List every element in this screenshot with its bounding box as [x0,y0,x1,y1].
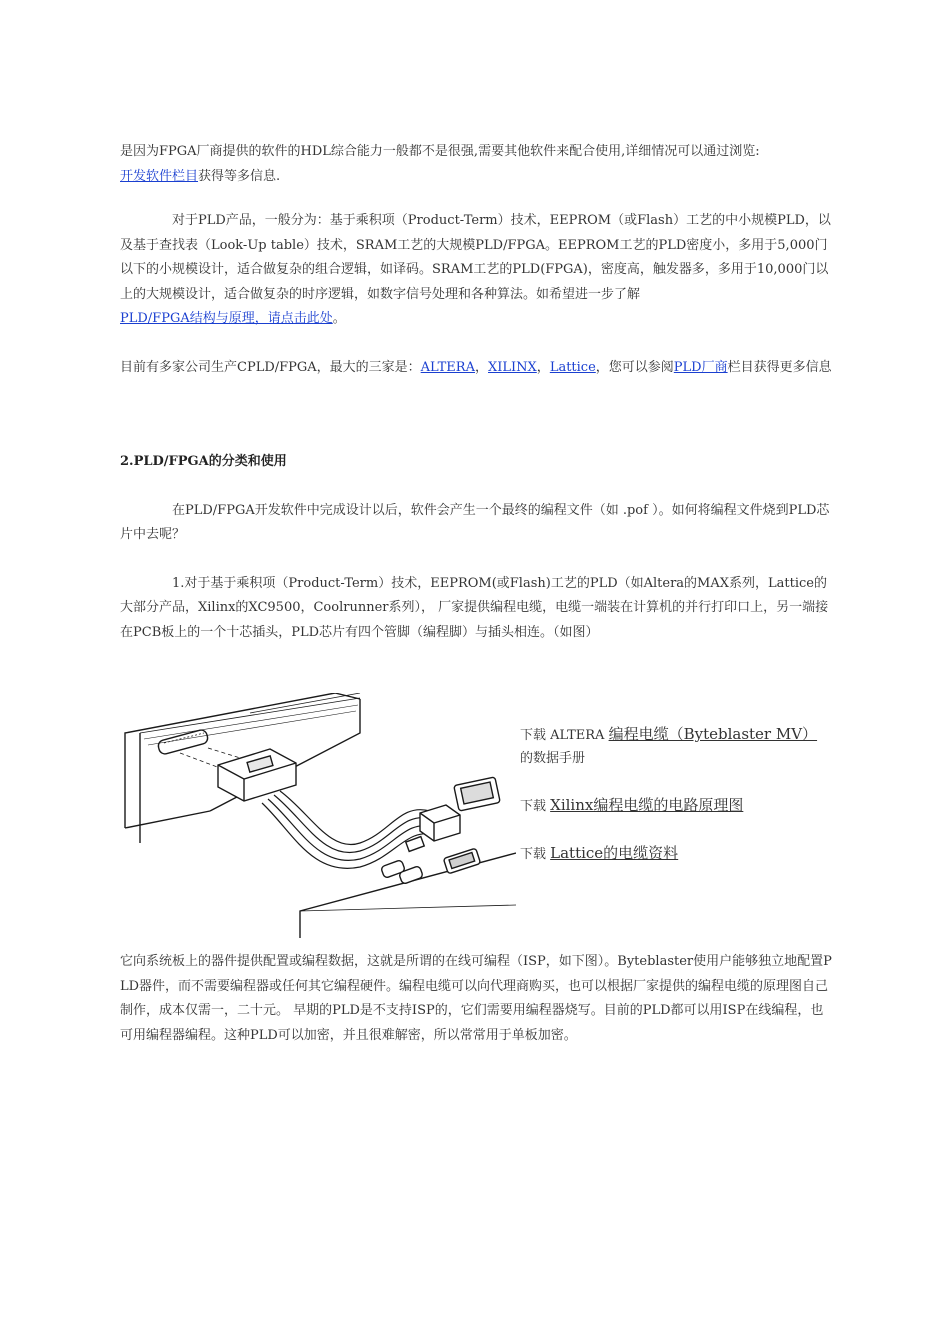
pld-vendor-link[interactable]: PLD厂商 [673,359,728,375]
byteblaster-illustration [120,693,516,938]
paragraph-programming-file: 在PLD/FPGA开发软件中完成设计以后，软件会产生一个最终的编程文件（如 .pof ）。如何将编程文件烧到PLD芯片中去呢？ [120,502,830,542]
download-lattice: 下载 Lattice的电缆资料 [520,844,679,862]
paragraph-vendors: 目前有多家公司生产CPLD/FPGA，最大的三家是：ALTERA，XILINX，Lattice，您可以参阅PLD厂商栏目获得更多信息 [120,359,832,375]
lattice-link[interactable]: Lattice [549,359,596,375]
pld-structure-link[interactable]: PLD/FPGA结构与原理，请点击此处 [120,311,333,326]
download-links [520,723,840,866]
paragraph-dev-software: 是因为FPGA厂商提供的软件的HDL综合能力一般都不是很强,需要其他软件来配合使用,详细情况可以通过浏览: 开发软件栏目获得等多信息. [120,144,760,184]
paragraph-cable: 1.对于基于乘积项（Product-Term）技术，EEPROM(或Flash)工艺的PLD（如Altera的MAX系列，Lattice的大部分产品，Xilinx的XC9500，Coolrunner系列）， 厂家提供编程电缆，电缆一端装在计算机的并行打印口上，另一端接在PCB板上的一个十芯插头，PLD芯片有四个管脚（编程脚）与插头相连。（如图） [120,575,829,640]
dev-software-link[interactable]: 开发软件栏目 [120,168,199,184]
download-xilinx: 下载 Xilinx编程电缆的电路原理图 [520,796,744,814]
document-body [120,140,832,1048]
xilinx-link[interactable]: XILINX [488,359,537,375]
xilinx-schematic-link[interactable]: Xilinx编程电缆的电路原理图 [550,796,744,814]
lattice-cable-link[interactable]: Lattice的电缆资料 [550,844,679,862]
paragraph-isp: 它向系统板上的器件提供配置或编程数据，这就是所谓的在线可编程（ISP，如下图）。Byteblaster使用户能够独立地配置PLD器件，而不需要编程器或任何其它编程硬件。编程电缆可以向代理商购买，也可以根据厂家提供的编程电缆的原理图自己制作，成本仅需一，二十元。 早期的PLD是不支持ISP的，它们需要用编程器烧写。目前的PLD都可以用ISP在线编程，也可用编程器编程。这种PLD可以加密，并且很难解密，所以常常用于单板加密。 [120,954,832,1043]
paragraph-pld-types: 对于PLD产品，一般分为：基于乘积项（Product-Term）技术，EEPROM（或Flash）工艺的中小规模PLD，以及基于查找表（Look-Up table）技术，SRAM工艺的大规模PLD/FPGA。EEPROM工艺的PLD密度小，多用于5,000门以下的小规模设计，适合做复杂的组合逻辑，如译码。SRAM工艺的PLD(FPGA)，密度高，触发器多，多用于10,000门以上的大规模设计，适合做复杂的时序逻辑，如数字信号处理和各种算法。如希望进一步了解 PLD/FPGA结构与原理，请点击此处。 [120,213,831,326]
download-altera: 下载 ALTERA 编程电缆（Byteblaster MV） 的数据手册 [520,725,818,766]
figure-row [120,693,832,938]
altera-cable-link[interactable]: 编程电缆（Byteblaster MV） [608,725,818,743]
altera-link[interactable]: ALTERA [420,359,475,375]
section-heading: 2.PLD/FPGA的分类和使用 [120,454,287,469]
